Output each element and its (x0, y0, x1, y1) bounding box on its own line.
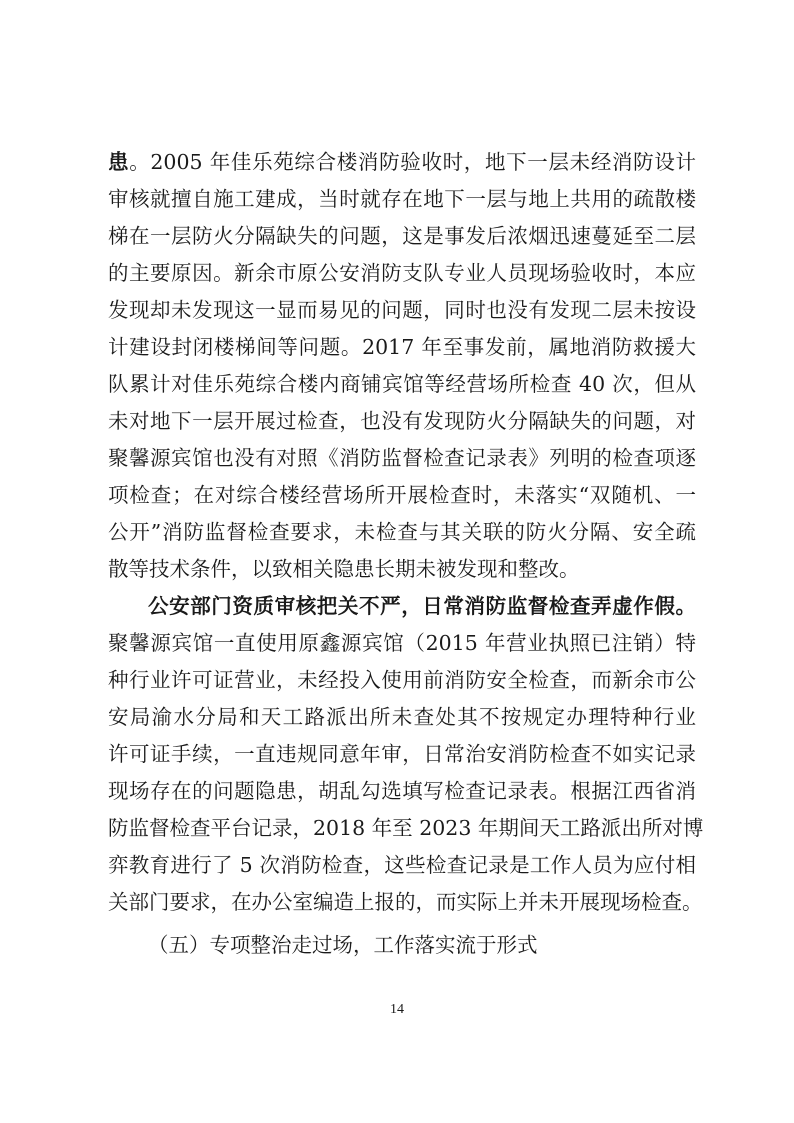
paragraph-1-line-11: 公开”消防监督检查要求，未检查与其关联的防火分隔、安全疏 (108, 520, 696, 544)
paragraph-1-line-6: 计建设封闭楼梯间等问题。2017 年至事发前，属地消防救援大 (108, 335, 696, 359)
paragraph-2-line-4: 许可证手续，一直违规同意年审，日常治安消防检查不如实记录 (108, 742, 696, 766)
paragraph-2-line-5: 现场存在的问题隐患，胡乱勾选填写检查记录表。根据江西省消 (108, 779, 696, 803)
paragraph-1-line-10: 项检查；在对综合楼经营场所开展检查时，未落实“双随机、一 (108, 483, 696, 507)
paragraph-2-line-8: 关部门要求，在办公室编造上报的，而实际上并未开展现场检查。 (108, 890, 703, 914)
paragraph-1-line-8: 未对地下一层开展过检查，也没有发现防火分隔缺失的问题，对 (108, 409, 696, 433)
paragraph-1-line-5: 发现却未发现这一显而易见的问题，同时也没有发现二层未按设 (108, 298, 696, 322)
paragraph-1-line-4: 的主要原因。新余市原公安消防支队专业人员现场验收时，本应 (108, 261, 696, 285)
paragraph-1-line-7: 队累计对佳乐苑综合楼内商铺宾馆等经营场所检查 40 次，但从 (108, 372, 696, 396)
paragraph-1-line-3: 梯在一层防火分隔缺失的问题，这是事发后浓烟迅速蔓延至二层 (108, 224, 696, 248)
paragraph-2-line-1: 聚馨源宾馆一直使用原鑫源宾馆（2015 年营业执照已注销）特 (108, 631, 696, 655)
paragraph-1-line-9: 聚馨源宾馆也没有对照《消防监督检查记录表》列明的检查项逐 (108, 446, 696, 470)
section-heading: （五）专项整治走过场，工作落实流于形式 (148, 933, 538, 957)
paragraph-1-lead: 患 (108, 150, 130, 174)
page-number: 14 (390, 1002, 404, 1017)
paragraph-1-line-2: 审核就擅自施工建成，当时就存在地下一层与地上共用的疏散楼 (108, 187, 696, 211)
paragraph-1-line-12: 散等技术条件，以致相关隐患长期未被发现和整改。 (108, 557, 580, 581)
paragraph-1-line-1: 患。2005 年佳乐苑综合楼消防验收时，地下一层未经消防设计 (108, 150, 697, 174)
paragraph-2-line-6: 防监督检查平台记录，2018 年至 2023 年期间天工路派出所对博 (108, 816, 704, 840)
paragraph-2-heading: 公安部门资质审核把关不严，日常消防监督检查弄虚作假。 (148, 594, 696, 618)
paragraph-2-line-2: 种行业许可证营业，未经投入使用前消防安全检查，而新余市公 (108, 668, 696, 692)
paragraph-2-line-7: 弈教育进行了 5 次消防检查，这些检查记录是工作人员为应付相 (108, 853, 696, 877)
paragraph-2-line-3: 安局渝水分局和天工路派出所未查处其不按规定办理特种行业 (108, 705, 696, 729)
